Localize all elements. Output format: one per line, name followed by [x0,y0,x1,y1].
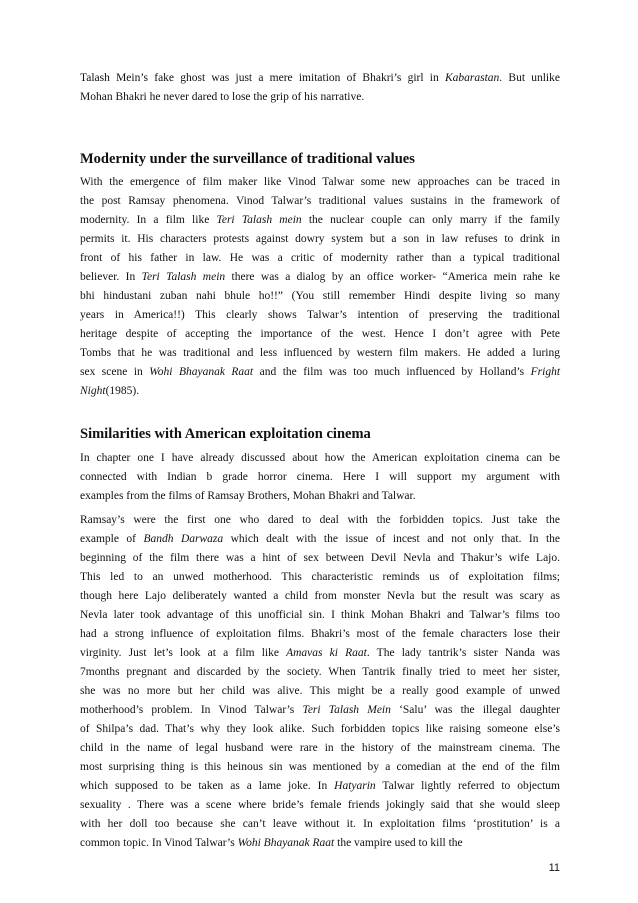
text-run: bhi hindustani zuban nahi bhule ho!!” (You still remember Hindi despite living so many [80,290,560,302]
text-run: . The lady tantrik’s sister Nanda was [366,647,560,659]
text-run: which dealt with the issue of incest and not only that. In the [223,533,561,545]
italic-title: Teri Talash mein [216,214,302,226]
text-line [80,249,560,268]
text-run: and the film was too much influenced by Holland’s [253,366,531,378]
text-run: years in America!!) This clearly shows Talwar’s intention of preserving the traditional [80,309,560,321]
text-run: heritage despite of accepting the importance of the west. Hence I don’t agree with Pete [80,328,560,340]
italic-title: Kabarastan [444,72,500,84]
italic-title: Bandh Darwaza [143,533,224,545]
text-run: sexuality . There was a scene where bride’s female friends jokingly said that she would sleep [80,799,560,811]
text-run: motherhood’s problem. In Vinod Talwar’s [80,704,303,716]
text-line [80,587,560,606]
text-line [80,468,560,487]
text-run: virginity. Just let’s look at a film like [80,647,287,659]
text-line [80,701,560,720]
text-run: front of his father in law. He was a critic of modernity rather than a typical traditional [80,252,560,264]
text-run: had a strong influence of exploitation films. Bhakri’s most of the female characters lose their [80,628,560,640]
text-run: In chapter one I have already discussed about how the American exploitation cinema can be [80,452,560,464]
text-line [80,363,560,382]
text-line [80,644,560,663]
text-run: the vampire used to kill the [334,837,463,849]
text-run: sex scene in [80,366,150,378]
text-run: With the emergence of film maker like Vinod Talwar some new approaches can be traced in [80,176,560,188]
text-run: Tombs that he was traditional and less influenced by western film makers. He added a luring [80,347,560,359]
text-line [80,325,560,344]
text-line [80,834,560,853]
text-line [80,287,560,306]
text-line [80,796,560,815]
text-line [80,511,560,530]
text-run: most surprising thing is this heinous sin was mentioned by a comedian at the end of the film [80,761,560,773]
text-run: which supposed to be taken as a lame joke. In [80,780,335,792]
italic-title: Fright [530,366,561,378]
paragraph-intro [80,69,560,107]
text-run: (1985). [105,385,140,397]
paragraph-ramsay [80,511,560,853]
paragraph-chapter-one [80,449,560,506]
text-line [80,192,560,211]
text-line [80,777,560,796]
text-line [80,549,560,568]
text-line [80,173,560,192]
italic-title: Night [80,385,106,397]
text-run: Nevla later took advantage of this unofficial sin. I think Mohan Bhakri and Talwar’s films too [80,609,560,621]
text-run: Mohan Bhakri he never dared to lose the grip of his narrative. [80,91,365,103]
text-run: permits it. His characters protests against dowry system but a son in law refuses to drink in [80,233,560,245]
text-run: ‘Salu’ was the illegal daughter [390,704,560,716]
text-run: of Shilpa’s dad. That’s why they look alike. Such forbidden topics like raising someone else’s [80,723,560,735]
text-run: examples from the films of Ramsay Brothers, Mohan Bhakri and Talwar. [80,490,416,502]
text-line [80,625,560,644]
section-heading-similarities: Similarities with American exploitation cinema [80,426,371,442]
text-run: connected with Indian b grade horror cinema. Here I will support my argument with [80,471,560,483]
page-number: 11 [548,862,560,874]
text-line [80,663,560,682]
text-line [80,606,560,625]
text-run: with her doll too because she can’t leave without it. In exploitation films ‘prostitution’ is a [80,818,560,830]
text-line [80,449,560,468]
text-line [80,815,560,834]
text-line [80,88,560,107]
italic-title: Hatyarin [334,780,376,792]
text-run: modernity. In a film like [80,214,217,226]
text-line [80,211,560,230]
text-line [80,720,560,739]
italic-title: Wohi Bhayanak Raat [237,837,335,849]
italic-title: Teri Talash mein [141,271,226,283]
text-run: This led to an unwed motherhood. This characteristic reminds us of exploitation films; [80,571,560,583]
text-run: beginning of the film there was a hint of sex between Devil Nevla and Thakur’s wife Lajo. [80,552,560,564]
text-line [80,487,560,506]
text-run: common topic. In Vinod Talwar’s [80,837,238,849]
text-run: child in the name of legal husband were rare in the history of the mainstream cinema. The [80,742,560,754]
text-line [80,739,560,758]
text-run: the post Ramsay phenomena. Vinod Talwar’s traditional values sustains in the framework of [80,195,560,207]
text-line [80,382,560,401]
text-line [80,306,560,325]
paragraph-modernity [80,173,560,401]
italic-title: Teri Talash Mein [302,704,391,716]
text-run: the nuclear couple can only marry if the family [301,214,560,226]
italic-title: Wohi Bhayanak Raat [149,366,254,378]
text-run: . But unlike [499,72,560,84]
text-line [80,682,560,701]
text-run: Talwar lightly referred to objectum [375,780,560,792]
text-run: example of [80,533,144,545]
text-run: she was no more but her child was alive. This might be a really good example of unwed [80,685,560,697]
section-heading-modernity: Modernity under the surveillance of traditional values [80,151,415,167]
text-line [80,69,560,88]
text-run: Talash Mein’s fake ghost was just a mere imitation of Bhakri’s girl in [80,72,445,84]
text-line [80,230,560,249]
text-line [80,758,560,777]
text-run: believer. In [80,271,142,283]
text-line [80,344,560,363]
text-run: though here Lajo deliberately wanted a child from monster Nevla but the result was scary as [80,590,560,602]
text-line [80,568,560,587]
text-line [80,268,560,287]
text-run: there was a dialog by an office worker- “America mein rahe ke [225,271,561,283]
text-run: 7months pregnant and discarded by the society. When Tantrik finally tried to meet her sister, [80,666,560,678]
italic-title: Amavas ki Raat [286,647,367,659]
text-run: Ramsay’s were the first one who dared to deal with the forbidden topics. Just take the [80,514,560,526]
text-line [80,530,560,549]
